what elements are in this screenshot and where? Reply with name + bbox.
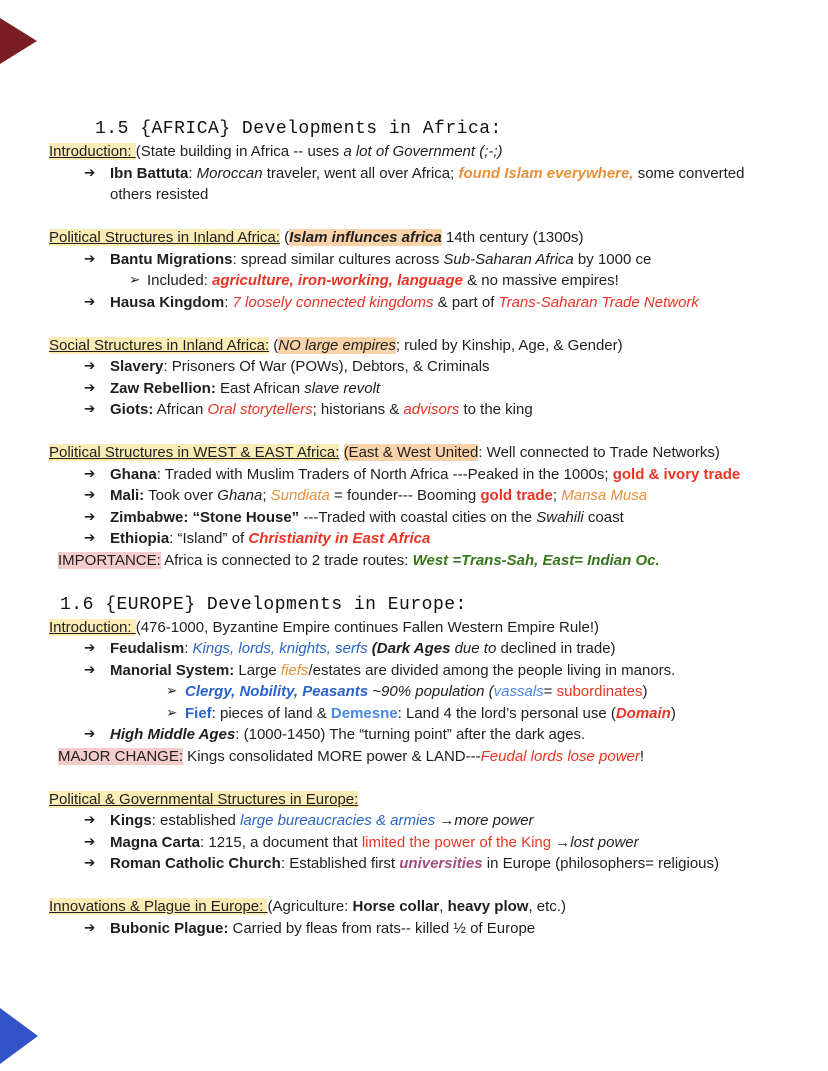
bullet-text [49, 703, 775, 725]
feudalism-bullet [49, 638, 775, 660]
kings-bullet [49, 810, 775, 832]
text-run: universities [399, 855, 483, 872]
bullet-text [49, 356, 775, 378]
text-run: advisors [403, 401, 460, 418]
text-run: gold trade [480, 487, 553, 504]
text-run: Large [234, 661, 281, 679]
text-run: African [153, 401, 208, 418]
zaw-rebellion-bullet [49, 378, 775, 400]
text-run: by 1000 ce [573, 250, 652, 268]
text-run: traveler, went all over Africa; [262, 164, 459, 182]
ghana-bullet [49, 464, 775, 486]
text-run: : Well connected to Trade Networks) [478, 444, 720, 461]
text-run: ( [269, 336, 279, 354]
bullet-text [49, 810, 775, 832]
text-run: Social Structures in Inland Africa: [49, 336, 270, 354]
text-run: : spread similar cultures across [232, 250, 444, 268]
hausa-kingdom-bullet [49, 292, 775, 314]
text-run: ; [262, 487, 271, 504]
arrow-bullet-icon: ➔ [84, 855, 96, 871]
arrow-bullet-icon: ➔ [84, 661, 96, 678]
text-run: Trans-Saharan Trade Network [498, 293, 699, 311]
bullet-text [49, 638, 775, 660]
major-change-note [58, 746, 775, 768]
text-run: : [184, 640, 193, 657]
arrow-bullet-icon: ➔ [84, 465, 96, 482]
arrow-bullet-icon: ➔ [84, 812, 96, 828]
arrow-bullet-icon: ➔ [84, 250, 96, 267]
text-run: Moroccan [196, 164, 263, 182]
political-inland-africa-heading [49, 227, 775, 249]
arrow-bullet-icon: ➔ [84, 919, 96, 936]
text-run: High Middle Ages [110, 726, 236, 743]
bullet-text [49, 249, 775, 271]
text-run: to the king [459, 401, 533, 418]
text-run: Political Structures in Inland Africa: [49, 229, 280, 246]
bullet-text [49, 270, 775, 292]
section-gap [49, 421, 775, 443]
text-run: : pieces of land & [211, 704, 331, 722]
text-run: ---Traded with coastal cities on the [299, 508, 537, 526]
arrow-bullet-icon: ➔ [84, 530, 96, 546]
notes-content [49, 117, 775, 939]
text-run: Ethiopia [110, 530, 170, 547]
text-run: ; [552, 487, 562, 504]
arrow-bullet-icon: ➔ [84, 293, 96, 310]
title-europe: 1.6 {EUROPE} Developments in Europe: [60, 594, 467, 615]
arrowhead-bullet-icon: ➢ [129, 272, 141, 288]
text-run: Islam influnces africa [289, 229, 442, 246]
text-run: due to [450, 640, 501, 657]
innovations-plague-europe-heading [49, 896, 775, 918]
political-west-east-africa-heading [49, 442, 775, 464]
text-run: : [224, 293, 233, 311]
text-run: in Europe (philosophers= religious) [482, 855, 720, 872]
text-run: Magna Carta [110, 833, 201, 851]
africa-importance-note [58, 550, 775, 572]
text-run: = founder--- Booming [329, 487, 481, 504]
text-run: IMPORTANCE: [58, 551, 161, 569]
text-run: Political & Governmental Structures in Europe: [49, 790, 359, 808]
text-run: & no massive empires! [462, 272, 619, 289]
text-run: large bureaucracies & armies [240, 812, 436, 829]
africa-introduction-heading [49, 141, 775, 163]
text-run: Africa is connected to 2 trade routes: [160, 551, 413, 569]
text-run: a lot of Government (;-;) [343, 143, 503, 160]
text-run: Domain [615, 704, 671, 722]
text-run: Hausa Kingdom [110, 293, 225, 311]
magna-carta-bullet [49, 832, 775, 854]
text-run: ! [639, 747, 645, 765]
text-run: Kings [110, 812, 152, 829]
text-run: : established [151, 812, 241, 829]
text-run: declined in trade) [500, 640, 616, 657]
text-run: heavy plow [447, 898, 529, 915]
text-run: East African [215, 379, 305, 397]
bullet-text [49, 464, 775, 486]
text-run: coast [583, 508, 624, 526]
high-middle-ages-bullet [49, 724, 775, 746]
text-run: Manorial System: [110, 661, 235, 679]
arrow-bullet-icon: ➔ [84, 640, 96, 656]
arrow-bullet-icon: ➔ [84, 726, 96, 742]
text-run: Roman Catholic Church [110, 855, 281, 872]
clergy-nobility-peasants-subbullet [49, 681, 775, 703]
text-run: Slavery [110, 358, 164, 375]
text-run: Introduction: [49, 618, 136, 636]
text-run: Zaw Rebellion: [110, 379, 216, 397]
text-run: Oral storytellers [207, 401, 313, 418]
text-run: : (1000-1450) The “turning point” after the dark ages. [235, 726, 586, 743]
text-run: , [439, 898, 448, 915]
text-run: agriculture, iron-working, language [212, 272, 463, 289]
text-run: Ghana [110, 465, 157, 483]
text-run: (476-1000, Byzantine Empire continues Fallen Western Empire Rule!) [135, 618, 599, 636]
text-run: Ibn Battuta [110, 164, 189, 182]
arrow-bullet-icon: ➔ [84, 358, 96, 374]
arrow-bullet-icon: ➔ [84, 379, 96, 396]
text-run: Introduction: [49, 143, 136, 160]
roman-catholic-church-bullet [49, 853, 775, 875]
manorial-system-bullet [49, 660, 775, 682]
text-run: limited the power of the King [361, 833, 552, 851]
text-run: MAJOR CHANGE: [58, 747, 184, 765]
text-run: Mali: [110, 487, 145, 504]
bullet-text [49, 660, 775, 682]
social-inland-africa-heading [49, 335, 775, 357]
arrow-bullet-icon: ➔ [84, 164, 96, 181]
bantu-included-subbullet [49, 270, 775, 292]
political-governmental-europe-heading [49, 789, 775, 811]
corner-mark-top-left [0, 18, 38, 65]
text-run: Carried by fleas from rats-- killed ½ of Europe [228, 919, 536, 937]
text-run: lost power [570, 833, 639, 851]
bullet-text [49, 681, 775, 703]
text-run: Feudal lords lose power [480, 747, 640, 765]
text-run: West =Trans-Sah, East= Indian Oc. [412, 551, 660, 569]
text-run: Christianity in East Africa [248, 530, 431, 547]
text-run: some converted others resisted [110, 164, 745, 203]
text-run: & part of [433, 293, 499, 311]
text-run: : Traded with Muslim Traders of North Africa ---Peaked in the 1000s; [156, 465, 613, 483]
arrowhead-bullet-icon: ➢ [166, 704, 178, 721]
ibn-battuta-bullet [49, 163, 775, 206]
arrow-bullet-icon: ➔ [84, 508, 96, 525]
text-run: ) [642, 683, 648, 700]
text-run: found Islam everywhere, [458, 164, 634, 182]
bullet-text [49, 399, 775, 421]
text-run: = [543, 683, 557, 700]
text-run: Horse collar [352, 898, 440, 915]
zimbabwe-bullet [49, 507, 775, 529]
text-run: ; historians & [312, 401, 404, 418]
text-run: ( [279, 229, 290, 246]
arrow-bullet-icon: ➔ [84, 401, 96, 417]
text-run: Swahili [536, 508, 584, 526]
text-run: Ghana [217, 487, 263, 504]
bullet-text [49, 724, 775, 746]
text-run: Fief [185, 704, 212, 722]
text-run: ) [670, 704, 676, 722]
text-run: subordinates [556, 683, 643, 700]
text-run: (State building in Africa -- uses [135, 143, 344, 160]
text-run: Kings consolidated MORE power & LAND--- [183, 747, 481, 765]
text-run: Included: [147, 272, 213, 289]
text-run: 14th century (1300s) [441, 229, 584, 246]
text-run: gold & ivory trade [612, 465, 741, 483]
section-gap [49, 767, 775, 789]
section-gap [49, 571, 775, 593]
text-run: Sundiata [270, 487, 330, 504]
text-run: Innovations & Plague in Europe: [49, 898, 268, 915]
section-gap [49, 206, 775, 228]
text-run: Bubonic Plague: [110, 919, 229, 937]
ethiopia-bullet [49, 528, 775, 550]
text-run: → [435, 812, 455, 829]
section-gap [49, 313, 775, 335]
text-run: 7 loosely connected kingdoms [232, 293, 434, 311]
slavery-bullet [49, 356, 775, 378]
text-run: Clergy, Nobility, Peasants [185, 683, 369, 700]
bullet-text [49, 163, 775, 206]
text-run: Political Structures in WEST & EAST Africa: [49, 444, 340, 461]
mali-bullet [49, 485, 775, 507]
text-run: : 1215, a document that [200, 833, 362, 851]
giots-bullet [49, 399, 775, 421]
bullet-text [49, 528, 775, 550]
text-run [339, 444, 343, 461]
bullet-text [49, 378, 775, 400]
arrow-bullet-icon: ➔ [84, 487, 96, 503]
bantu-migrations-bullet [49, 249, 775, 271]
text-run: more power [454, 812, 534, 829]
bullet-text [49, 853, 775, 875]
text-run: Demesne [330, 704, 398, 722]
text-run: : Prisoners Of War (POWs), Debtors, & Criminals [163, 358, 490, 375]
text-run: (Agriculture: [267, 898, 353, 915]
text-run: Sub-Saharan Africa [443, 250, 574, 268]
arrow-bullet-icon: ➔ [84, 833, 96, 850]
text-run: Giots: [110, 401, 154, 418]
title-africa: 1.5 {AFRICA} Developments in Africa: [95, 119, 502, 139]
bullet-text [49, 292, 775, 314]
text-run: ~90% population ( [368, 683, 494, 700]
bullet-text [49, 832, 775, 854]
text-run: : Land 4 the lord’s personal use ( [397, 704, 616, 722]
text-run: Bantu Migrations [110, 250, 233, 268]
text-run: : [188, 164, 197, 182]
text-run: : “Island” of [169, 530, 249, 547]
section-gap [49, 875, 775, 897]
bullet-text [49, 918, 775, 940]
text-run: (East & West United [343, 444, 479, 461]
text-run: fiefs [280, 661, 309, 679]
text-run: → [551, 833, 571, 851]
text-run: Zimbabwe: “Stone House” [110, 508, 300, 526]
corner-mark-bottom-left [0, 1008, 39, 1064]
arrowhead-bullet-icon: ➢ [166, 683, 178, 699]
text-run: slave revolt [304, 379, 381, 397]
bubonic-plague-bullet [49, 918, 775, 940]
text-run: /estates are divided among the people living in manors. [308, 661, 676, 679]
text-run: Mansa Musa [561, 487, 648, 504]
europe-introduction-heading [49, 617, 775, 639]
text-run: Took over [144, 487, 218, 504]
text-run: ; ruled by Kinship, Age, & Gender) [395, 336, 623, 354]
fief-demesne-subbullet [49, 703, 775, 725]
bullet-text [49, 485, 775, 507]
text-run: , etc.) [528, 898, 566, 915]
text-run: NO large empires [278, 336, 396, 354]
text-run: Feudalism [110, 640, 185, 657]
text-run: Kings, lords, knights, serfs [192, 640, 368, 657]
bullet-text [49, 507, 775, 529]
text-run: : Established first [280, 855, 400, 872]
text-run: (Dark Ages [371, 640, 451, 657]
text-run: vassals [493, 683, 544, 700]
